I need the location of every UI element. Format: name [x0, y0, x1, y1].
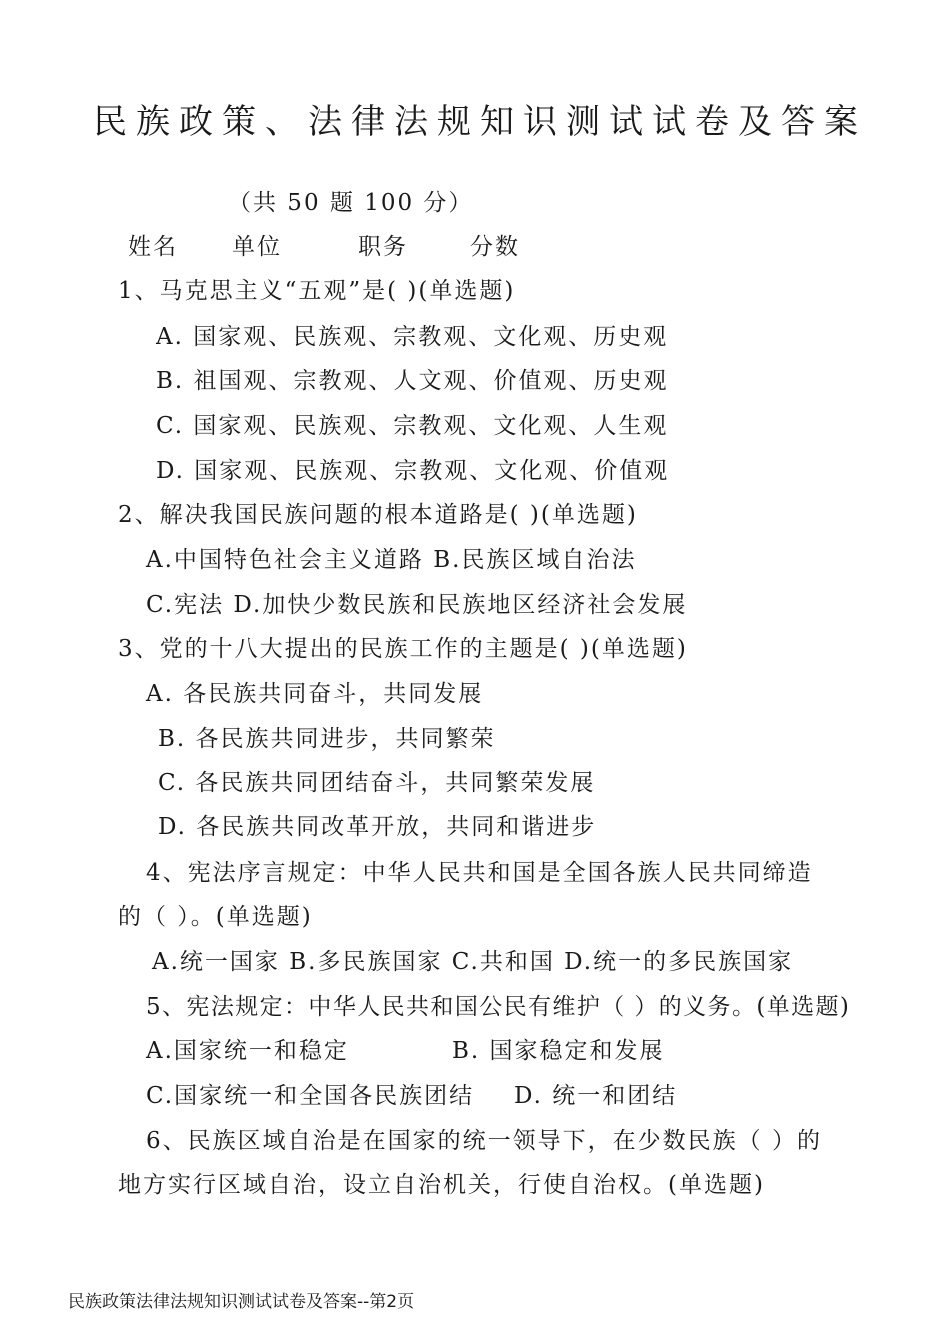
question-5-option-c: C.国家统一和全国各民族团结 [146, 1083, 475, 1109]
question-2-options-cd: C.宪法 D.加快少数民族和民族地区经济社会发展 [146, 592, 688, 618]
question-5-option-a: A.国家统一和稳定 [146, 1038, 349, 1064]
question-1-option-b: B. 祖国观、宗教观、人文观、价值观、历史观 [156, 368, 669, 394]
question-1-option-d: D. 国家观、民族观、宗教观、文化观、价值观 [156, 458, 670, 484]
question-5-option-d: D. 统一和团结 [514, 1083, 678, 1109]
question-5-option-b: B. 国家稳定和发展 [452, 1038, 665, 1064]
question-1-stem: 1、马克思主义“五观”是( )(单选题) [118, 278, 516, 304]
question-1-option-a: A. 国家观、民族观、宗教观、文化观、历史观 [156, 324, 669, 350]
question-6-stem-line1: 6、民族区域自治是在国家的统一领导下，在少数民族（ ）的 [146, 1128, 822, 1154]
question-1-option-c: C. 国家观、民族观、宗教观、文化观、人生观 [156, 413, 669, 439]
page-footer: 民族政策法律法规知识测试试卷及答案--第2页 [68, 1292, 415, 1312]
exam-summary: （共 50 题 100 分） [228, 190, 474, 216]
question-4-options: A.统一国家 B.多民族国家 C.共和国 D.统一的多民族国家 [152, 949, 794, 975]
question-6-stem-line2: 地方实行区域自治，设立自治机关，行使自治权。(单选题) [118, 1172, 765, 1198]
question-3-stem: 3、党的十八大提出的民族工作的主题是( )(单选题) [118, 636, 688, 662]
field-unit-label: 单位 [232, 234, 282, 260]
question-3-option-a: A. 各民族共同奋斗，共同发展 [146, 681, 484, 707]
question-3-option-d: D. 各民族共同改革开放，共同和谐进步 [158, 814, 597, 840]
field-position-label: 职务 [358, 234, 408, 260]
question-4-stem-line2: 的（ ）。(单选题) [118, 904, 313, 930]
question-5-stem: 5、宪法规定：中华人民共和国公民有维护（ ）的义务。(单选题) [146, 994, 851, 1020]
question-4-stem-line1: 4、宪法序言规定：中华人民共和国是全国各族人民共同缔造 [146, 860, 813, 886]
question-2-options-ab: A.中国特色社会主义道路 B.民族区域自治法 [146, 547, 637, 573]
question-3-option-c: C. 各民族共同团结奋斗，共同繁荣发展 [158, 770, 596, 796]
field-score-label: 分数 [470, 234, 520, 260]
document-title: 民族政策、法律法规知识测试试卷及答案 [93, 102, 867, 142]
question-3-option-b: B. 各民族共同进步，共同繁荣 [158, 726, 496, 752]
field-name-label: 姓名 [128, 234, 178, 260]
question-2-stem: 2、解决我国民族问题的根本道路是( )(单选题) [118, 502, 638, 528]
